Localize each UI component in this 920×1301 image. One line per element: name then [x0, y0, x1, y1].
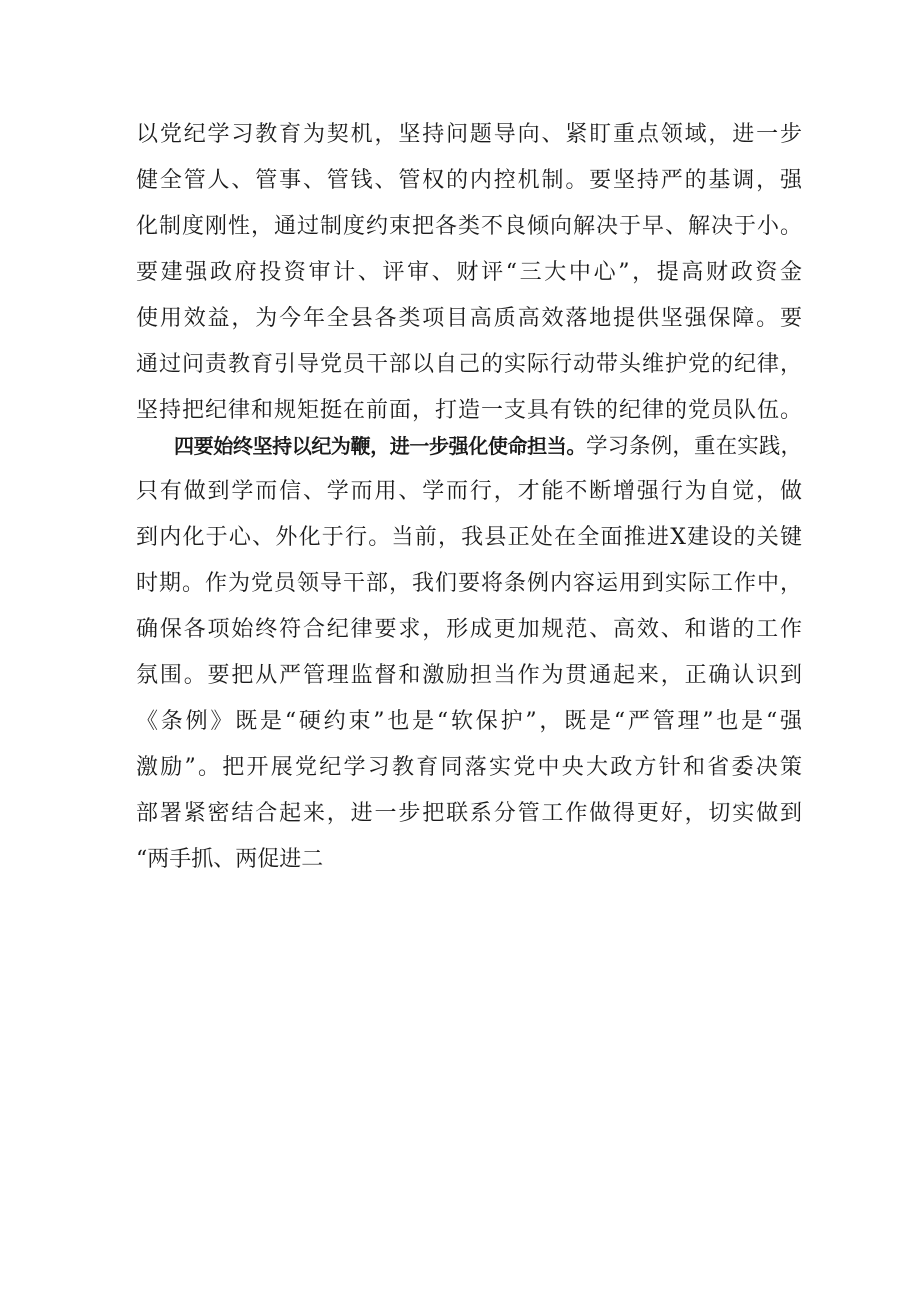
paragraph-line: 部署紧密结合起来，进一步把联系分管工作做得更好，切实做到	[136, 801, 802, 826]
paragraph-line: 只有做到学而信、学而用、学而行，才能不断增强行为自觉，做	[136, 479, 802, 504]
paragraph-line: 通过问责教育引导党员干部以自己的实际行动带头维护党的纪律，	[136, 352, 802, 377]
paragraph-line: 确保各项始终符合纪律要求，形成更加规范、高效、和谐的工作	[136, 617, 802, 642]
paragraph-line: 要建强政府投资审计、评审、财评“三大中心”，提高财政资金	[136, 260, 802, 285]
paragraph-line: 时期。作为党员领导干部，我们要将条例内容运用到实际工作中，	[136, 571, 802, 596]
paragraph-line: 激励”。把开展党纪学习教育同落实党中央大政方针和省委决策	[136, 755, 802, 780]
paragraph-line: 《条例》既是“硬约束”也是“软保护”，既是“严管理”也是“强	[136, 709, 802, 734]
paragraph-first-line	[136, 423, 802, 469]
paragraph-line: 化制度刚性，通过制度约束把各类不良倾向解决于早、解决于小。	[136, 214, 802, 239]
paragraph-2	[136, 423, 802, 883]
paragraph-line: 健全管人、管事、管钱、管权的内控机制。要坚持严的基调，强	[136, 168, 802, 193]
paragraph-line: “两手抓、两促进二	[136, 847, 324, 872]
paragraph-line: 到内化于心、外化于行。当前，我县正处在全面推进X建设的关键	[136, 525, 802, 550]
paragraph-heading: 四要始终坚持以纪为鞭，进一步强化使命担当。	[174, 434, 586, 458]
paragraph-line: 氛围。要把从严管理监督和激励担当作为贯通起来，正确认识到	[136, 663, 802, 688]
paragraph-first-line-text: 学习条例，重在实践，	[585, 434, 802, 459]
paragraph-line: 坚持把纪律和规矩挺在前面，打造一支具有铁的纪律的党员队伍。	[136, 398, 802, 423]
paragraph-1	[136, 112, 802, 434]
paragraph-line: 以党纪学习教育为契机，坚持问题导向、紧盯重点领域，进一步	[136, 122, 802, 147]
paragraph-line: 使用效益，为今年全县各类项目高质高效落地提供坚强保障。要	[136, 306, 802, 331]
